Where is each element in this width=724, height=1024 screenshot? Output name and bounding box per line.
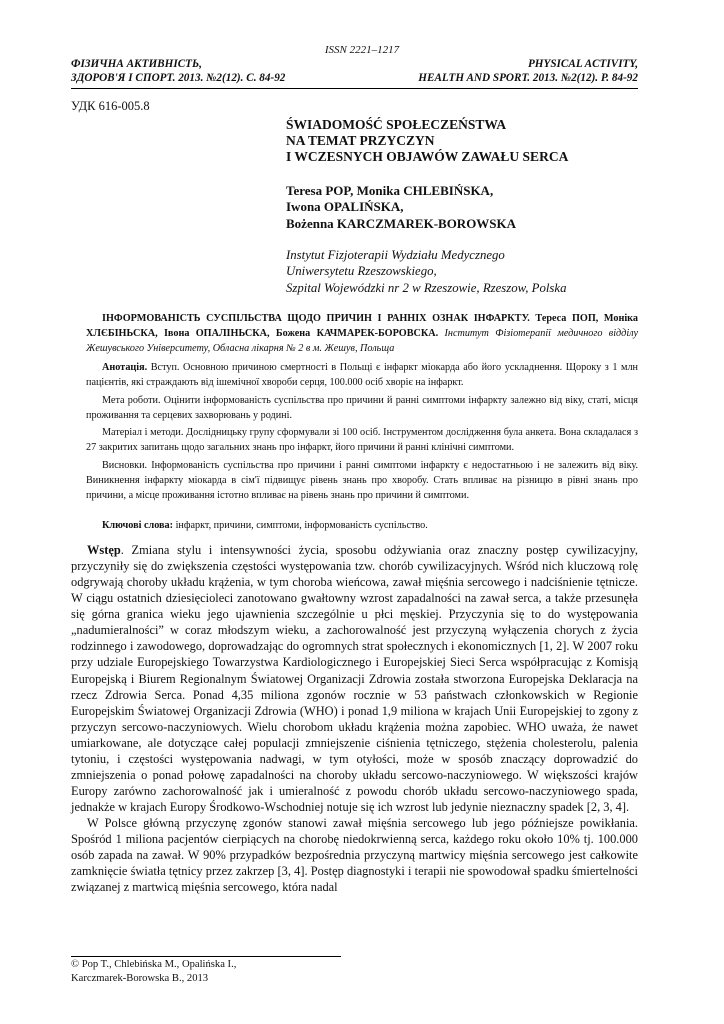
affiliation-line: Szpital Wojewódzki nr 2 w Rzeszowie, Rzeszow, Polska: [286, 280, 567, 295]
article-body: [71, 542, 638, 895]
abstract-methods: Матеріал і методи. Дослідницьку групу сформували зі 100 осіб. Інструментом дослідження була анкета. Вона складалася з 27 закритих запитань щодо загальних знань про інфаркт, його причини й ранні клінічні симптоми.: [86, 427, 638, 454]
abstract-aim: Мета роботи. Оцінити інформованість суспільства про причини й ранні симптоми інфаркту залежно від віку, статі, місця проживання та серцевих захворювань у родині.: [86, 394, 638, 421]
authors: [286, 183, 646, 232]
abstract-label: Анотація.: [102, 362, 148, 373]
journal-header-ukrainian-line2: ЗДОРОВ'Я І СПОРТ. 2013. №2(12). С. 84-92: [71, 72, 286, 84]
author-line: Bożenna KARCZMAREK-BOROWSKA: [286, 215, 517, 231]
affiliation-line: Uniwersytetu Rzeszowskiego,: [286, 264, 437, 279]
copyright-footnote: [71, 958, 371, 986]
header-divider: [71, 88, 638, 89]
footnote-divider: [71, 956, 341, 957]
affiliation: [286, 247, 646, 296]
journal-header-english-line2: HEALTH AND SPORT. 2013. №2(12). P. 84-92: [418, 72, 638, 84]
article-title: [286, 117, 646, 165]
title-line: I WCZESNYCH OBJAWÓW ZAWAŁU SERCA: [286, 149, 569, 164]
keywords-label: Ключові слова:: [102, 520, 174, 531]
author-line: Teresa POP, Monika CHLEBIŃSKA,: [286, 183, 494, 198]
body-paragraph: W Polsce główną przyczynę zgonów stanowi zawał mięśnia sercowego lub jego późniejsze powikłania. Spośród 1 miliona pacjentów cierpiących na chorobę niedokrwienną serca, każdego roku około 10% tj. 100.000 osób zapada na zawał. W 90% przypadków bezpośrednia przyczyną martwicy mięśnia sercowego jest całkowite zamknięcie światła tętnicy przez zakrzep [3, 4]. Postęp diagnostyki i terapii nie spowodował spadku śmiertelności związanej z martwicą mięśnia sercowego, która nadal: [71, 816, 638, 895]
ukrainian-keywords: [86, 518, 638, 533]
title-line: ŚWIADOMOŚĆ SPOŁECZEŃSTWA: [286, 117, 507, 132]
journal-header-english-line1: PHYSICAL ACTIVITY,: [527, 58, 638, 70]
body-paragraph-text: . Zmiana stylu i intensywności życia, sposobu odżywiania oraz znaczny postęp cywilizacyjny, przyczyniły się do zwiększenia częstości występowania tzw. chorób cywilizacyjnych. Wśród nich kluczową rolę odgrywają choroby układu krążenia, w tym choroba wieńcowa, zawał mięśnia sercowego i nadciśnienie tętnicze. W ciągu ostatnich dziesięcioleci zanotowano gwałtowny wzrost zapadalności na zawał serca, a także przesunęła się górna granica wieku jego ujawnienia szczególnie u płci męskiej. Przyczynia się to do występowania „nadumieralności” w coraz młodszym wieku, a zachorowalność jest przyczyną wyłączenia chorych z życia rodzinnego i zawodowego, doprowadzając do ogromnych strat społecznych i ekonomicznych [1, 2]. W 2007 roku przy udziale Europejskiego Towarzystwa Kardiologicznego i Europejskiej Sieci Serca współpracując z Komisją Europejską i Biurem Regionalnym Światowej Organizacji Zdrowia została stworzona Europejska Deklaracja na rzecz Zdrowia Serca. Ponad 4,35 miliona zgonów rocznie w 53 państwach członkowskich w Regionie Europejskim Światowej Organizacji Zdrowia (WHO) i ponad 1,9 miliona w krajach Unii Europejskiej to zgony z przyczyn sercowo-naczyniowych. Wielu chorobom układu krążenia można zapobiec. WHO uważa, że nawet umiarkowane, ale dotyczące całej populacji zmniejszenie ciśnienia tętniczego, stężenia cholesterolu, palenia tytoniu, i częstości występowania nadwagi, w tym otyłości, może w sposób znaczący doprowadzić do zmniejszenia o ponad połowę zapadalności na choroby układu sercowo-naczyniowego. W większości krajów Europy zarówno zachorowalność jak i umieralność z powodu chorób układu sercowo-naczyniowego spada, jednakże w krajach Europy Środkowo-Wschodniej notuje się ich wzrost lub jedynie nieznaczny spadek [2, 3, 4].: [71, 543, 638, 814]
section-lead-wstep: Wstęp: [87, 543, 121, 557]
copyright-line: © Pop T., Chlebińska M., Opalińska I.,: [71, 959, 237, 970]
body-paragraph: [71, 542, 638, 815]
ukrainian-title-block: [86, 311, 638, 356]
journal-header-ukrainian-line1: ФІЗИЧНА АКТИВНІСТЬ,: [71, 58, 202, 70]
ukrainian-institution: Інститут Фізіотерапії медичного відділу Жешувського Університету, Обласна лікарня № 2 в м. Жешув, Польща: [86, 328, 638, 354]
copyright-line: Karczmarek-Borowska B., 2013: [71, 973, 209, 984]
udk-code: УДК 616-005.8: [71, 99, 150, 113]
journal-header-ukrainian: [71, 57, 285, 85]
author-line: Iwona OPALIŃSKA,: [286, 199, 404, 215]
affiliation-line: Instytut Fizjoterapii Wydziału Medycznego: [286, 248, 505, 262]
issn: ISSN 2221–1217: [324, 44, 400, 56]
ukrainian-title: ІНФОРМОВАНІСТЬ СУСПІЛЬСТВА ЩОДО ПРИЧИН І РАННІХ ОЗНАК ІНФАРКТУ. Тереса ПОП, Моніка ХЛЄБІНЬСКА, Івона ОПАЛІНЬСКА, Божена КАЧМАРЕК-БОРОВСКА.: [86, 313, 638, 339]
ukrainian-abstract: [86, 360, 638, 505]
keywords-text: інфаркт, причини, симптоми, інформованість суспільство.: [175, 520, 428, 531]
journal-header-english: [418, 57, 638, 85]
abstract-conclusions: Висновки. Інформованість суспільства про причини і ранні симптоми інфаркту є недостатньою і не залежить від віку. Виникнення інфаркту міокарда в сім'ї підвищує рівень знань про хворобу. Стать впливає на різницю в рівні знань про причини, а місце проживання істотно впливає на рівень знань про причини й симптоми.: [86, 459, 638, 501]
abstract-introduction: Вступ. Основною причиною смертності в Польщі є інфаркт міокарда або його ускладнення. Щороку з 1 млн пацієнтів, які страждають від ішемічної хвороби серця, 100.000 осіб хворіє на інфаркт.: [86, 362, 639, 388]
title-line: NA TEMAT PRZYCZYN: [286, 133, 435, 148]
